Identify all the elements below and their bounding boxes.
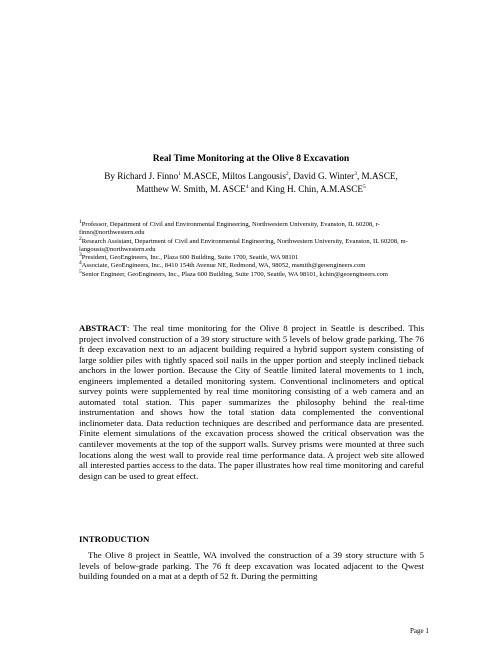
abstract-text: : The real time monitoring for the Olive 8 project in Seattle is described. This project involved construction of a 39 story structure with 5 levels of below grade parking. The 76 ft deep excavation next to an adjacent building required a hybrid support system consisting of large soldier piles with tightly spaced soil nails in the upper portion and steeply inclined tieback anchors in the lower portion. Because the City of Seattle limited lateral movements to 1 inch, engineers implemented a detailed monitoring system. Conventional inclinometers and optical survey points were supplemented by real time monitoring consisting of a web camera and an automated total station. This paper summarizes the philosophy behind the real-time instrumentation and shows how the total station data complemented the conventional inclinometer data. Data reduction techniques are described and performance data are presented. Finite element simulations of the excavation process showed the critical observation was the cantilever movements at the top of the support walls. Survey prisms were mounted at three such locations along the west wall to provide real time performance data. A project web site allowed all interested parties access to the data. The paper illustrates how real time monitoring and careful design can be used to great effect. [79,323,424,481]
author-affil-mark: 1 [178,170,181,177]
abstract-paragraph [79,323,424,481]
affil-mark: 1 [79,218,82,225]
affil-text: Research Assistant, Department of Civil and Environmental Engineering, Northwestern University, Evanston, IL 60208, m-langousis@northwestern.edu [79,237,408,253]
introduction-paragraph: The Olive 8 project in Seattle, WA involved the construction of a 39 story structure with 5 levels of below-grade parking. The 76 ft deep excavation was located adjacent to the Qwest building founded on a mat at a depth of 52 ft. During the permitting [79,550,424,582]
affil-text: Senior Engineer, GeoEngineers, Inc., Plaza 600 Building, Suite 1700, Seattle, WA 98101, kchin@geoengineers.com [81,270,388,278]
paper-title: Real Time Monitoring at the Olive 8 Excavation [152,153,350,164]
author-separator: M.ASCE, [180,171,222,181]
by-prefix: By [104,171,118,181]
affil-text: President, GeoEngineers, Inc., Plaza 600 Building, Suite 1700, Seattle, WA 98101 [81,254,299,262]
affiliation-item [79,262,424,270]
affiliation-item [79,218,424,238]
affiliation-item [79,235,424,255]
author-affil-mark: 2 [285,170,289,177]
author-name: King H. Chin, A.M.ASCE [266,183,364,194]
affil-mark: 4 [79,260,82,267]
affiliation-item [79,268,424,279]
author-separator: and [248,183,267,194]
affil-mark: 3 [79,252,82,258]
author-affil-mark: 5 [363,183,366,190]
author-name: Richard J. Finno [117,171,179,181]
affil-text: Associate, GeoEngineers, Inc., 8410 154th Avenue NE, Redmond, WA, 98052, msmith@geoengineers.com [81,262,366,270]
author-separator: , [288,171,294,181]
affiliation-list [79,218,424,279]
page-number: Page 1 [410,627,429,635]
author-name: Miltos Langousis [221,171,286,181]
author-affil-mark: 4 [245,183,249,190]
author-separator: , M.ASCE, [356,171,398,181]
affil-mark: 5 [79,268,82,275]
author-name: Matthew W. Smith, M. ASCE [136,183,246,194]
affil-mark: 2 [79,235,82,242]
section-heading-introduction: INTRODUCTION [79,534,150,544]
abstract-label: ABSTRACT [79,323,127,333]
author-affil-mark: 3 [354,170,357,177]
author-list [70,170,432,195]
affil-text: Professor, Department of Civil and Environmental Engineering, Northwestern University, Evanston, IL 60208, r-finno@northwestern.edu [79,221,380,237]
author-name: David G. Winter [293,171,355,181]
